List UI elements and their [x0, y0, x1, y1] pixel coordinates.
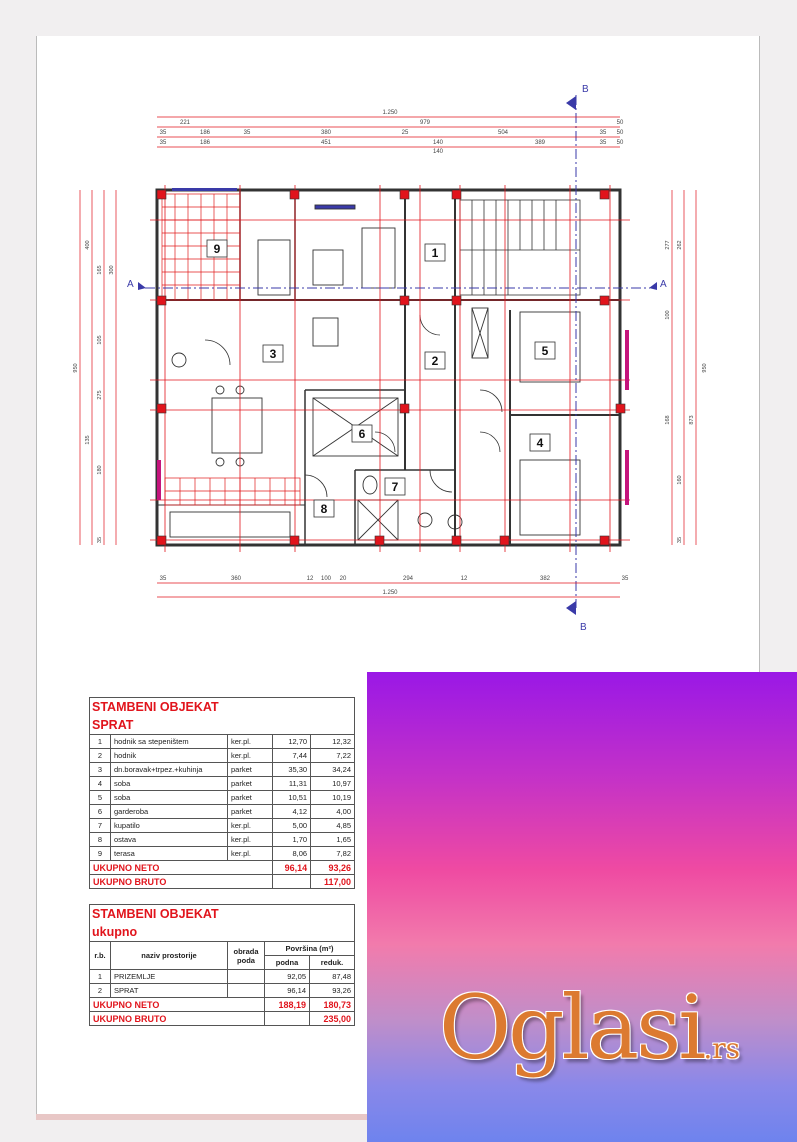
svg-text:221: 221 — [179, 120, 191, 126]
svg-text:360: 360 — [230, 576, 242, 582]
svg-text:504: 504 — [497, 130, 509, 136]
svg-text:389: 389 — [534, 140, 546, 146]
svg-text:140: 140 — [432, 149, 444, 155]
svg-text:12: 12 — [306, 576, 314, 582]
table1-bruto-row: UKUPNO BRUTO 117,00 — [90, 875, 355, 889]
svg-text:20: 20 — [339, 576, 347, 582]
svg-text:186: 186 — [199, 130, 211, 136]
svg-text:135: 135 — [85, 435, 91, 445]
room-number-2: 2 — [431, 354, 439, 368]
table-row: 7 kupatilo ker.pl. 5,00 4,85 — [90, 819, 355, 833]
svg-text:979: 979 — [419, 120, 431, 126]
svg-text:277: 277 — [665, 240, 671, 250]
svg-text:35: 35 — [97, 536, 103, 544]
table-row: 2 SPRAT 96,14 93,26 — [90, 984, 355, 998]
table-row: 3 dn.boravak+trpez.+kuhinja parket 35,30 34,24 — [90, 763, 355, 777]
svg-text:50: 50 — [616, 130, 624, 136]
svg-text:451: 451 — [320, 140, 332, 146]
svg-text:180: 180 — [97, 465, 103, 475]
svg-text:12: 12 — [460, 576, 468, 582]
svg-text:382: 382 — [539, 576, 551, 582]
svg-text:262: 262 — [677, 240, 683, 250]
svg-text:168: 168 — [665, 415, 671, 425]
table-row: 6 garderoba parket 4,12 4,00 — [90, 805, 355, 819]
room-number-6: 6 — [358, 427, 366, 441]
table-row: 2 hodnik ker.pl. 7,44 7,22 — [90, 749, 355, 763]
svg-text:294: 294 — [402, 576, 414, 582]
table2-bruto-row: UKUPNO BRUTO 235,00 — [90, 1012, 355, 1026]
table2-neto-row: UKUPNO NETO 188,19 180,73 — [90, 998, 355, 1012]
svg-text:100: 100 — [665, 310, 671, 320]
table2-subtitle: ukupno — [90, 923, 355, 942]
svg-text:35: 35 — [159, 140, 167, 146]
table-row: 8 ostava ker.pl. 1,70 1,65 — [90, 833, 355, 847]
axis-label-a-left: A — [127, 279, 134, 290]
axis-label-a-right: A — [660, 279, 667, 290]
room-number-8: 8 — [320, 502, 328, 516]
svg-text:186: 186 — [199, 140, 211, 146]
svg-text:35: 35 — [243, 130, 251, 136]
svg-text:873: 873 — [689, 415, 695, 425]
svg-text:105: 105 — [97, 335, 103, 345]
section-label-b-bottom: B — [580, 622, 587, 633]
svg-text:1.250: 1.250 — [382, 110, 398, 116]
floor-plan — [60, 70, 708, 640]
oglasi-promo-overlay — [367, 672, 797, 1142]
area-table-sprat — [89, 697, 355, 889]
svg-text:950: 950 — [702, 363, 708, 373]
room-number-1: 1 — [431, 246, 439, 260]
room-number-5: 5 — [541, 344, 549, 358]
svg-text:300: 300 — [109, 265, 115, 275]
svg-text:275: 275 — [97, 390, 103, 400]
svg-text:35: 35 — [159, 576, 167, 582]
table1-title: STAMBENI OBJEKAT — [90, 698, 355, 717]
table2-title: STAMBENI OBJEKAT — [90, 905, 355, 924]
area-table-ukupno: STAMBENI OBJEKAT ukupno r.b. naziv prostorije obrada poda Površina (m²) podna reduk. 1 PRIZEMLJE 92,05 87,48 2 SPRAT 96,14 93,26 UKUPNO NETO 188,19 180,73 UKUPNO BRUTO 235,00 — [89, 904, 355, 1026]
table-row: 9 terasa ker.pl. 8,06 7,82 — [90, 847, 355, 861]
svg-text:35: 35 — [599, 130, 607, 136]
svg-text:380: 380 — [320, 130, 332, 136]
svg-text:25: 25 — [401, 130, 409, 136]
svg-text:165: 165 — [97, 265, 103, 275]
svg-text:100: 100 — [320, 576, 332, 582]
table-row: 1 PRIZEMLJE 92,05 87,48 — [90, 970, 355, 984]
svg-text:140: 140 — [432, 140, 444, 146]
svg-text:35: 35 — [599, 140, 607, 146]
svg-text:35: 35 — [159, 130, 167, 136]
room-number-9: 9 — [213, 242, 221, 256]
svg-text:160: 160 — [677, 475, 683, 485]
table-row: 1 hodnik sa stepeništem ker.pl. 12,70 12,32 — [90, 735, 355, 749]
table-row: 4 soba parket 11,31 10,97 — [90, 777, 355, 791]
oglasi-logo: Oglasi.rs — [439, 976, 741, 1079]
room-number-3: 3 — [269, 347, 277, 361]
room-number-4: 4 — [536, 436, 544, 450]
svg-text:400: 400 — [85, 240, 91, 250]
svg-text:35: 35 — [621, 576, 629, 582]
svg-text:50: 50 — [616, 120, 624, 126]
table1-neto-row: UKUPNO NETO 96,14 93,26 — [90, 861, 355, 875]
table1-subtitle: SPRAT — [90, 716, 355, 735]
room-number-7: 7 — [391, 480, 399, 494]
svg-text:1.250: 1.250 — [382, 590, 398, 596]
svg-text:950: 950 — [73, 363, 79, 373]
svg-text:35: 35 — [677, 536, 683, 544]
section-label-b-top: B — [582, 84, 589, 95]
table-row: 5 soba parket 10,51 10,19 — [90, 791, 355, 805]
svg-text:50: 50 — [616, 140, 624, 146]
